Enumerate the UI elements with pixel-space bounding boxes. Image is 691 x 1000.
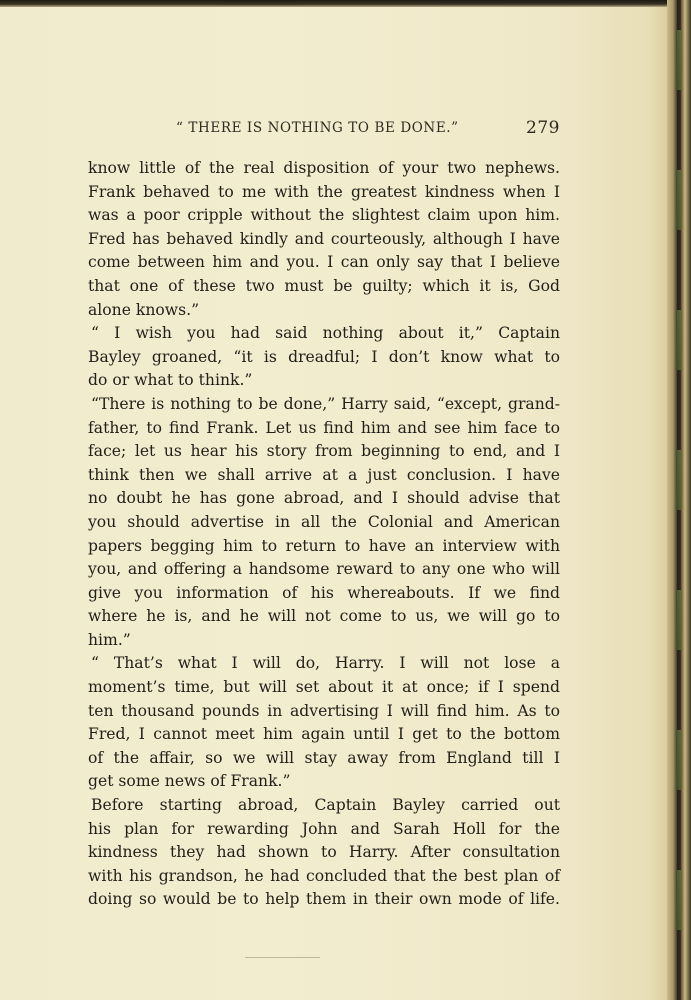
text-line: moment’s time, but will set about it at once; if I spend [88, 678, 560, 697]
text-line: of the affair, so we will stay away from England till I [88, 748, 560, 767]
text-line: was a poor cripple without the slightest claim upon him. [88, 206, 560, 225]
text-line: know little of the real disposition of your two nephews. [88, 159, 560, 177]
text-line: think then we shall arrive at a just conclusion. I have [88, 465, 560, 484]
text-line: no doubt he has gone abroad, and I should advise that [88, 489, 560, 508]
text-line: him.” [88, 630, 131, 649]
text-line: face; let us hear his story from beginning to end, and I [88, 442, 560, 461]
text-line: Fred, I cannot meet him again until I get to the bottom [88, 725, 560, 744]
text-line: Fred has behaved kindly and courteously, although I have [88, 229, 560, 248]
body-text [88, 157, 560, 912]
text-line: Bayley groaned, “it is dreadful; I don’t know what to [88, 347, 560, 366]
text-line: “ I wish you had said nothing about it,” Captain [91, 324, 560, 343]
text-line: father, to find Frank. Let us find him and see him face to [88, 418, 560, 437]
text-line: you should advertise in all the Colonial and American [88, 512, 560, 531]
text-line: with his grandson, he had concluded that the best plan of [88, 866, 560, 885]
text-line: you, and offering a handsome reward to any one who will [88, 560, 560, 579]
text-line: do or what to think.” [88, 371, 253, 390]
text-line: that one of these two must be guilty; which it is, God [88, 276, 560, 295]
text-line: Before starting abroad, Captain Bayley carried out [91, 796, 560, 815]
text-line: “ That’s what I will do, Harry. I will not lose a [91, 654, 560, 673]
text-line: give you information of his whereabouts. If we find [88, 583, 560, 602]
text-line: kindness they had shown to Harry. After consultation [88, 843, 560, 862]
book-spine-edge [667, 0, 691, 1000]
text-line: come between him and you. I can only say that I believe [88, 253, 560, 272]
text-line: his plan for rewarding John and Sarah Holl for the [88, 819, 560, 838]
bottom-rule [245, 957, 320, 958]
text-line: alone knows.” [88, 300, 200, 319]
text-line: get some news of Frank.” [88, 772, 291, 791]
text-line: doing so would be to help them in their own mode of life. [88, 890, 560, 909]
page-number: 279 [526, 118, 560, 138]
text-line: papers begging him to return to have an interview with [88, 536, 560, 555]
text-line: “There is nothing to be done,” Harry said, “except, grand- [91, 394, 560, 413]
text-line: where he is, and he will not come to us, we will go to [88, 607, 560, 626]
running-title: “ THERE IS NOTHING TO BE DONE.” [176, 120, 459, 136]
running-header [88, 118, 560, 140]
page-top-edge [0, 0, 691, 7]
text-line: ten thousand pounds in advertising I will find him. As to [88, 701, 560, 720]
text-line: Frank behaved to me with the greatest kindness when I [88, 182, 560, 201]
